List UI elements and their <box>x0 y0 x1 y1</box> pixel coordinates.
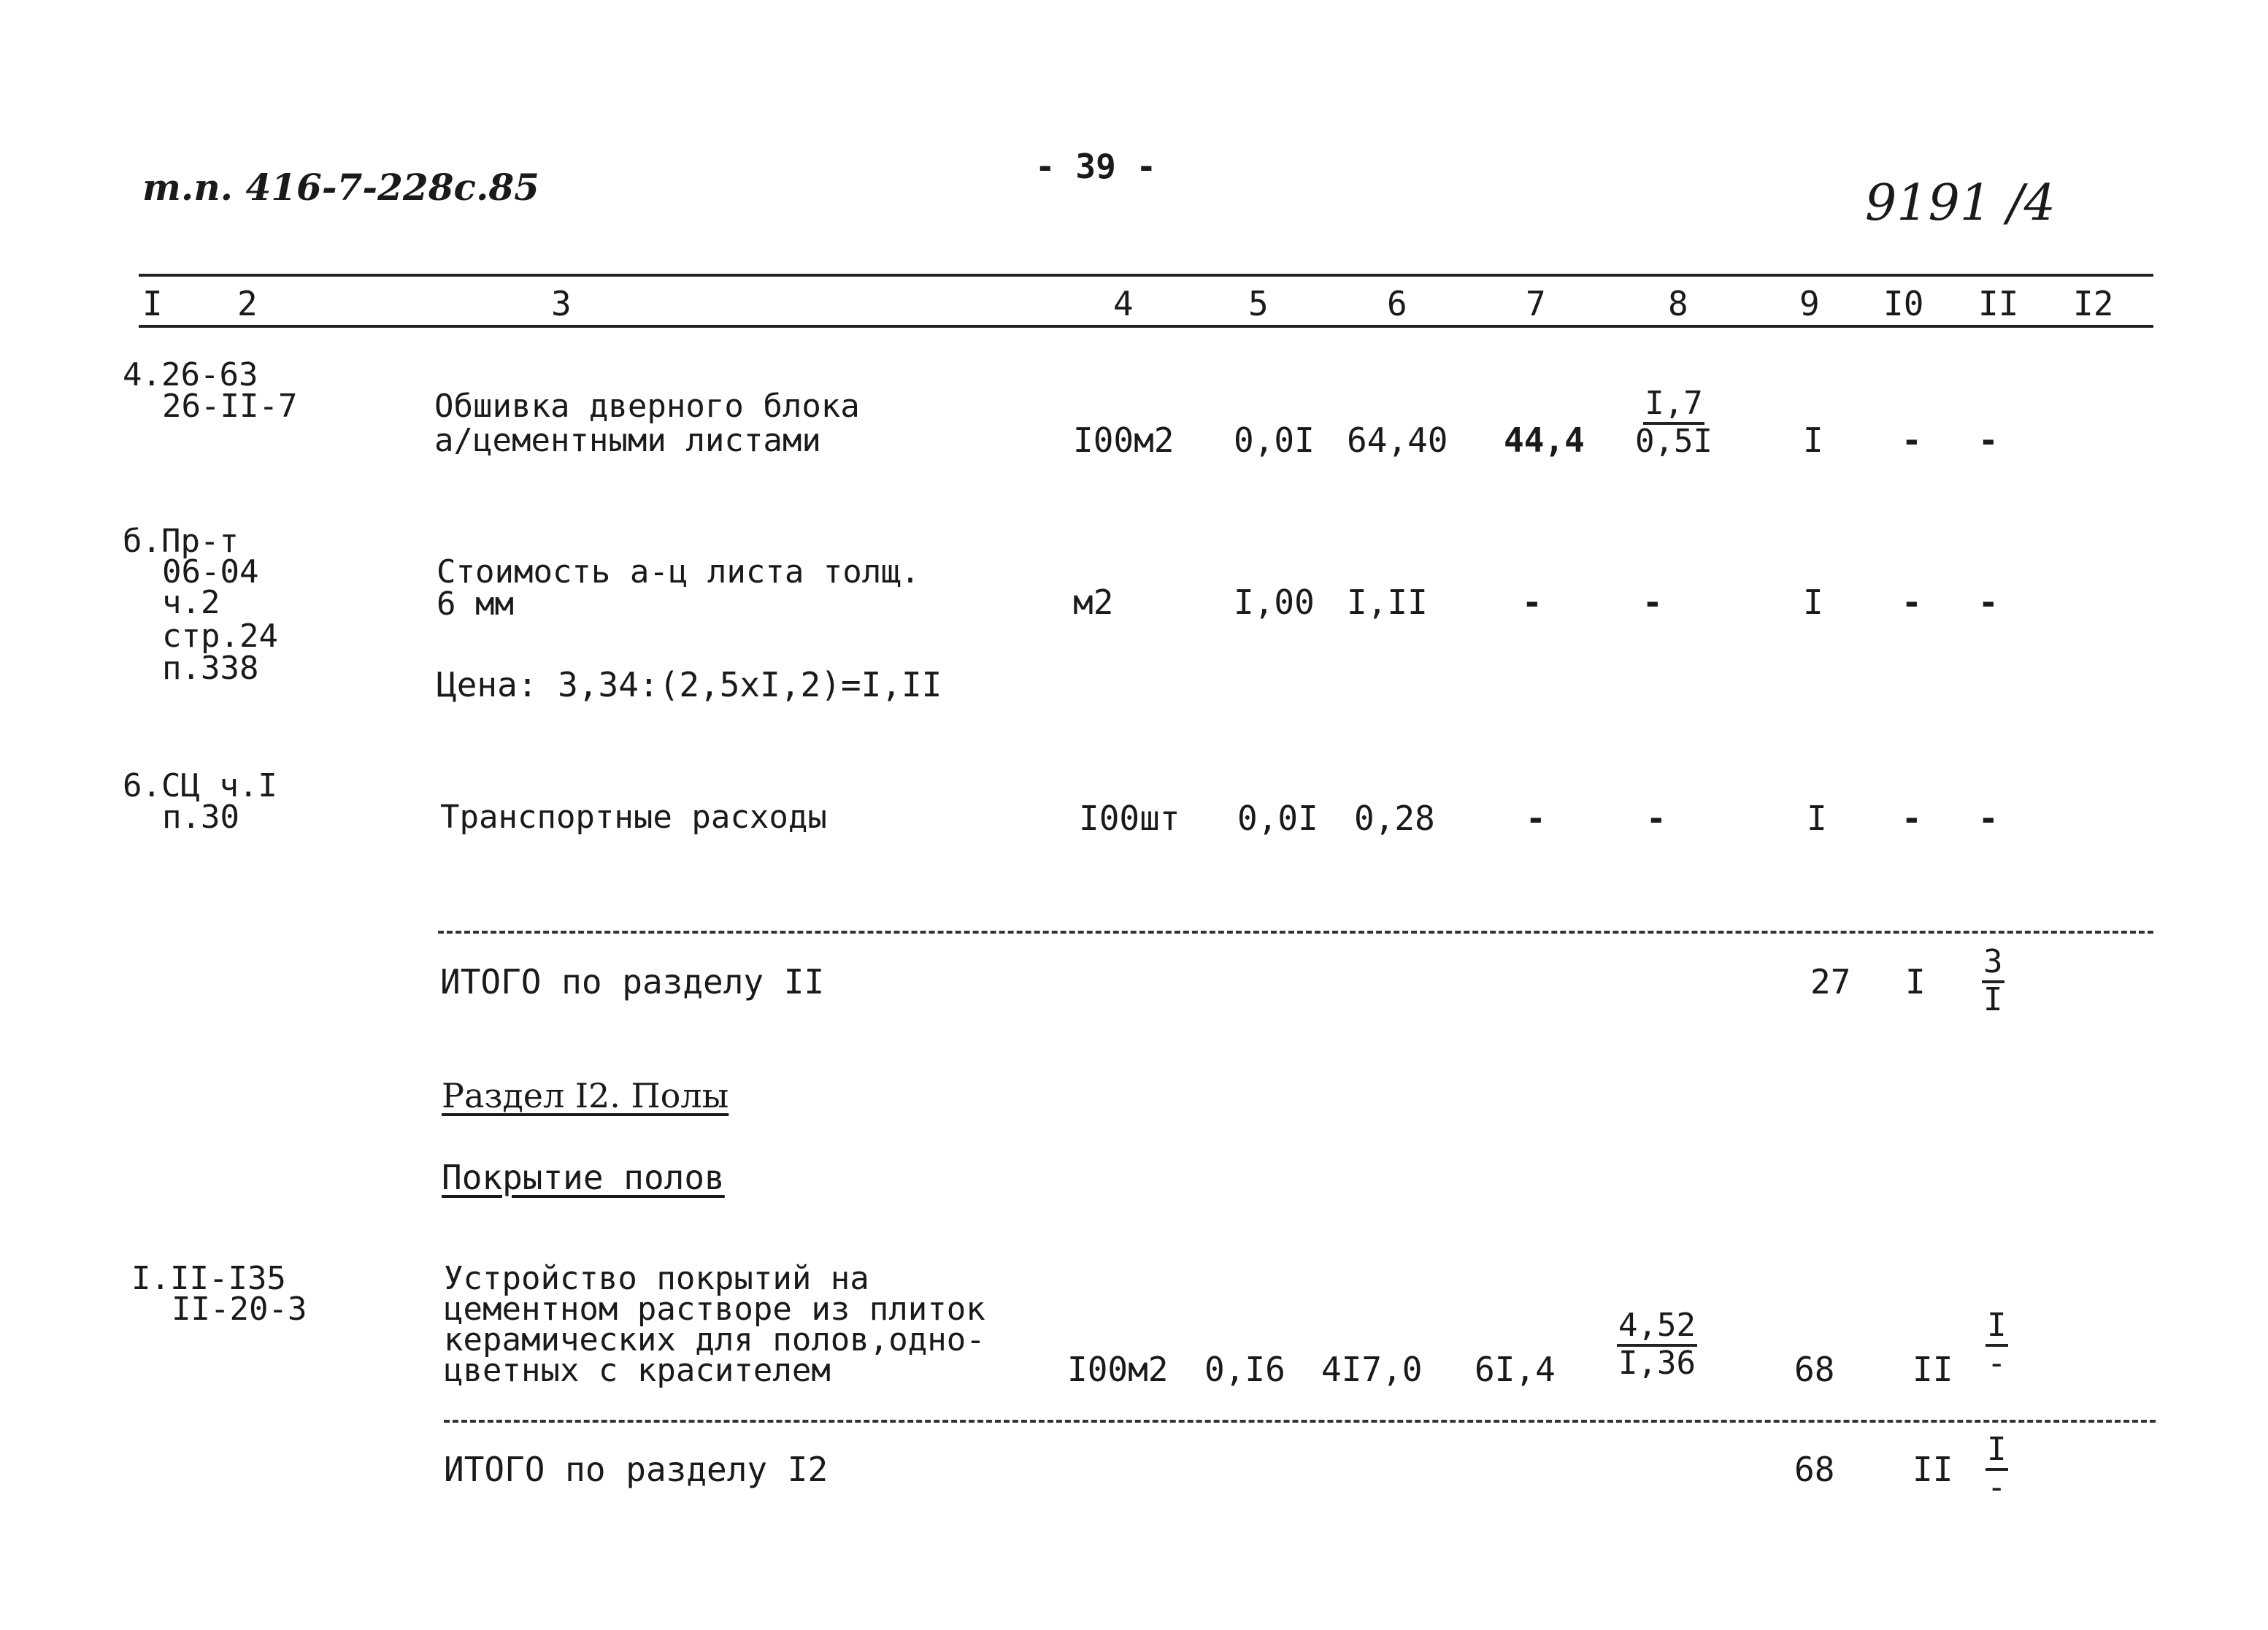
header-bottom-rule <box>139 325 2153 328</box>
row-col7: 6I,4 <box>1475 1350 1556 1389</box>
row-description: Обшивка дверного блока <box>434 388 860 425</box>
fraction-numerator: I <box>1986 1309 2008 1347</box>
row-description: Устройство покрытий на <box>444 1260 869 1297</box>
row-quantity: 0,0I <box>1237 799 1318 838</box>
column-header: 5 <box>1248 284 1269 323</box>
row-col7: - <box>1526 799 1546 838</box>
row-code: 6.СЦ ч.I <box>123 767 277 804</box>
fraction-denominator: 0,5I <box>1635 423 1712 461</box>
fraction-numerator: 4,52 <box>1617 1309 1697 1347</box>
total-12-rule <box>444 1420 2156 1423</box>
row-code: п.30 <box>162 799 239 836</box>
fraction-denominator: I,36 <box>1618 1345 1696 1383</box>
row-col10: - <box>1902 583 1922 622</box>
row-description: Транспортные расходы <box>440 799 827 836</box>
row-code: стр.24 <box>162 618 278 655</box>
sheet-code: 9191 /4 <box>1865 174 2056 232</box>
row-code: II-20-3 <box>172 1291 307 1328</box>
row-price: 0,28 <box>1354 799 1435 838</box>
row-description: Стоимость а-ц листа толщ. <box>437 553 920 591</box>
row-col8: - <box>1646 799 1667 838</box>
row-col7: 44,4 <box>1504 420 1585 460</box>
row-col11: - <box>1978 799 1999 838</box>
row-col9: I <box>1803 583 1823 622</box>
row-quantity: 0,0I <box>1234 420 1315 460</box>
row-price: 64,40 <box>1347 420 1448 460</box>
column-header: II <box>1978 284 2019 323</box>
section-title: Раздел I2. Полы <box>442 1076 729 1115</box>
row-code: б.Пр-т <box>123 523 239 560</box>
total-label: ИТОГО по разделу I2 <box>444 1450 829 1489</box>
row-col8-fraction <box>1635 385 1712 461</box>
row-price: I,II <box>1347 583 1428 622</box>
fraction-denominator: - <box>1987 1345 2007 1383</box>
row-code: п.338 <box>162 650 259 687</box>
column-header: 2 <box>237 284 258 323</box>
total-11-rule <box>438 931 2153 934</box>
page-number: - 39 - <box>1035 147 1157 186</box>
document-code: т.п. 416-7-228с.85 <box>142 166 539 209</box>
row-unit: I00м2 <box>1067 1350 1169 1389</box>
row-description: керамических для полов,одно- <box>444 1321 985 1358</box>
column-header: 3 <box>551 284 572 323</box>
total-col9: 27 <box>1810 962 1851 1002</box>
total-col11-fraction <box>1986 1431 2008 1507</box>
total-col10: II <box>1913 1450 1953 1489</box>
row-col7: - <box>1522 583 1542 622</box>
column-header: I0 <box>1883 284 1924 323</box>
fraction-numerator: 3 <box>1982 945 2004 983</box>
row-col10: - <box>1902 799 1922 838</box>
row-unit: I00м2 <box>1073 420 1175 460</box>
row-col10: II <box>1913 1350 1953 1389</box>
row-quantity: 0,I6 <box>1204 1350 1285 1389</box>
row-col10: - <box>1902 420 1922 460</box>
row-code: ч.2 <box>162 584 220 621</box>
column-header: 8 <box>1668 284 1688 323</box>
row-code: 26-II-7 <box>162 388 298 425</box>
fraction-numerator: I,7 <box>1643 387 1704 425</box>
column-header: I <box>142 284 163 323</box>
row-unit: м2 <box>1073 583 1114 622</box>
total-col10: I <box>1905 962 1926 1002</box>
section-subtitle: Покрытие полов <box>442 1158 725 1197</box>
row-code: 06-04 <box>162 553 259 591</box>
total-col9: 68 <box>1794 1450 1835 1489</box>
row-description: цементном растворе из плиток <box>444 1291 985 1328</box>
column-header: 4 <box>1113 284 1134 323</box>
row-unit: I00шт <box>1079 799 1180 838</box>
total-col11-fraction <box>1982 945 2004 1017</box>
column-header: 9 <box>1799 284 1820 323</box>
row-col11: - <box>1978 583 1999 622</box>
row-col11: - <box>1978 420 1999 460</box>
column-header: I2 <box>2073 284 2114 323</box>
row-description: цветных с красителем <box>444 1352 831 1389</box>
column-header: 7 <box>1526 284 1546 323</box>
table-top-rule <box>139 274 2153 277</box>
fraction-denominator: I <box>1983 981 2003 1019</box>
row-code: 4.26-63 <box>123 356 258 393</box>
fraction-numerator: I <box>1986 1433 2008 1471</box>
column-header: 6 <box>1387 284 1407 323</box>
row-quantity: I,00 <box>1234 583 1315 622</box>
total-label: ИТОГО по разделу II <box>440 962 825 1002</box>
row-description: 6 мм <box>437 585 514 623</box>
fraction-denominator: - <box>1987 1469 2007 1507</box>
row-price: 4I7,0 <box>1321 1350 1423 1389</box>
row-col8-fraction <box>1617 1307 1697 1383</box>
row-col8: - <box>1642 583 1663 622</box>
row-price-note: Цена: 3,34:(2,5хI,2)=I,II <box>437 665 942 704</box>
row-col9: 68 <box>1794 1350 1835 1389</box>
row-col9: I <box>1803 420 1823 460</box>
row-col11-fraction <box>1986 1307 2008 1383</box>
row-description: а/цементными листами <box>434 422 821 459</box>
row-col9: I <box>1807 799 1827 838</box>
row-code: I.II-I35 <box>131 1260 286 1297</box>
